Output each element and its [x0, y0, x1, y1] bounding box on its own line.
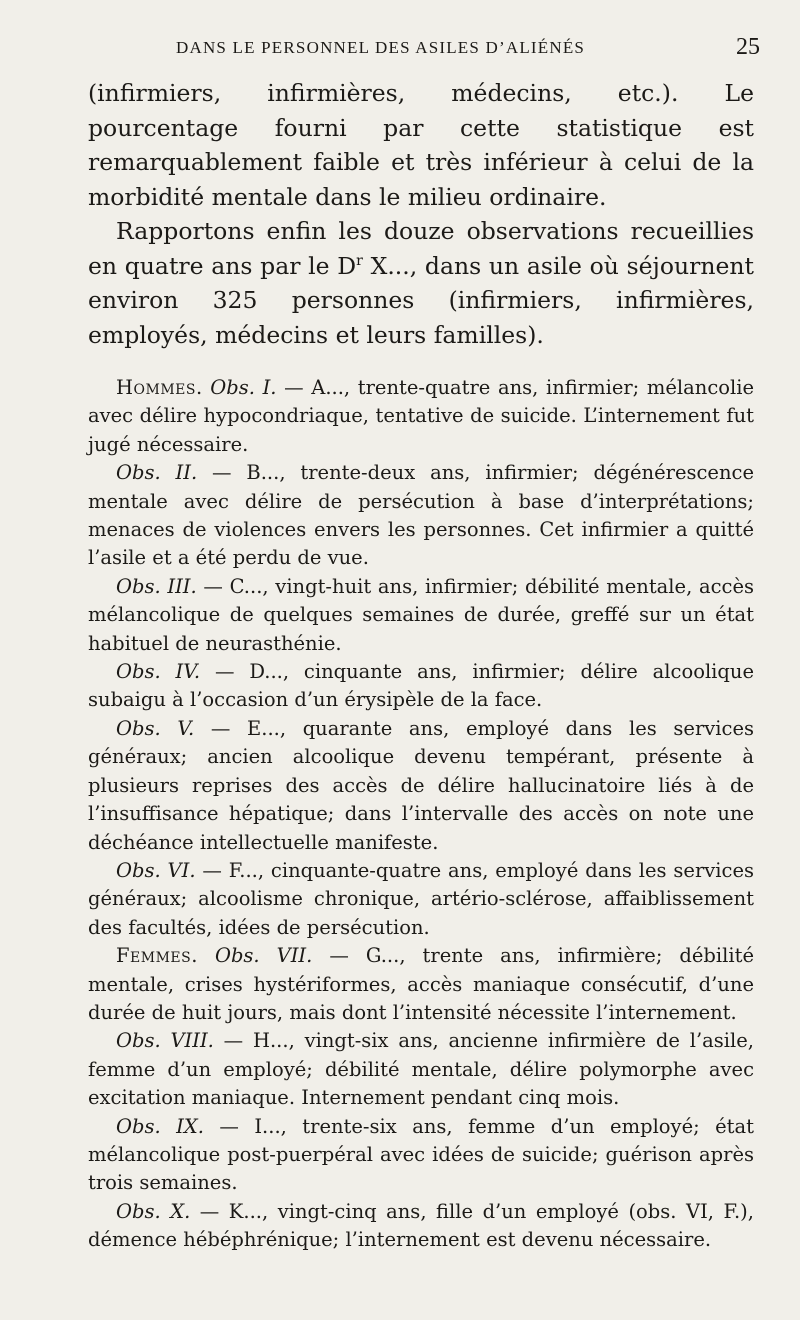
body-text [88, 76, 754, 1255]
observation-5 [88, 715, 754, 857]
observation-label: Obs. IV. [116, 660, 201, 684]
observation-3 [88, 573, 754, 658]
intro-paragraph-2 [88, 214, 754, 352]
intro-section [88, 76, 754, 352]
observation-10 [88, 1198, 754, 1255]
page-header [90, 34, 760, 64]
observation-label: Obs. X. [116, 1199, 191, 1223]
observation-text: — K..., vingt-cinq ans, fille d’un employé (obs. VI, F.), démence hébéphrénique; l’internement est devenu nécessaire. [88, 1199, 754, 1252]
observation-text: — D..., cinquante ans, infirmier; délire alcoolique subaigu à l’occasion d’un érysipèle de la face. [88, 660, 754, 712]
observation-text: — C..., vingt-huit ans, infirmier; débilité mentale, accès mélancolique de quelques semaines de durée, greffé sur un état habituel de neurasthénie. [88, 574, 754, 655]
observation-1 [88, 374, 754, 459]
observation-text: — E..., quarante ans, employé dans les services généraux; ancien alcoolique devenu tempérant, présente à plusieurs reprises des accès de délire hallucinatoire liés à de l’insuffisance hépatique; dans l’intervalle des accès on note une déchéance intellectuelle manifeste. [88, 716, 754, 854]
group-heading-men: Hommes. [116, 376, 203, 399]
observation-text: — A..., trente-quatre ans, infirmier; mélancolie avec délire hypocondriaque, tentative de suicide. L’internement fut jugé nécessaire. [88, 376, 754, 456]
observation-label: Obs. VII. [214, 944, 313, 968]
group-heading-women: Femmes. [116, 944, 198, 968]
observation-label: Obs. III. [116, 574, 197, 598]
observation-text: — B..., trente-deux ans, infirmier; dégénérescence mentale avec délire de persécution à base d’interprétations; menaces de violences envers les personnes. Cet infirmier a quitté l’asile et a été perdu de vue. [88, 461, 754, 570]
intro-paragraph-2-start: Rapportons enfin les douze observations recueillies en quatre ans par le D [88, 217, 754, 280]
observation-9 [88, 1113, 754, 1198]
observation-text: — G..., trente ans, infirmière; débilité mentale, crises hystériformes, accès maniaque consécutif, d’une durée de huit jours, mais dont l’intensité nécessite l’internement. [88, 944, 754, 1024]
observation-text: — H..., vingt-six ans, ancienne infirmière de l’asile, femme d’un employé; débilité mentale, délire polymorphe avec excitation maniaque. Internement pendant cinq mois. [88, 1029, 754, 1110]
observation-label: Obs. V. [116, 716, 195, 740]
observation-label: Obs. VI. [116, 858, 196, 882]
observation-2 [88, 459, 754, 573]
intro-paragraph-2-end: X..., dans un asile où séjournent environ 325 personnes (infirmiers, infirmières, employés, médecins et leurs familles). [88, 251, 754, 349]
observation-label: Obs. I. [210, 376, 277, 399]
observation-text: — F..., cinquante-quatre ans, employé dans les services généraux; alcoolisme chronique, artério-sclérose, affaiblissement des facultés, idées de persécution. [88, 858, 754, 939]
observation-text: — I..., trente-six ans, femme d’un employé; état mélancolique post-puerpéral avec idées de suicide; guérison après trois semaines. [88, 1114, 754, 1195]
observation-8 [88, 1027, 754, 1112]
observation-label: Obs. VIII. [116, 1029, 214, 1053]
observation-label: Obs. II. [116, 461, 198, 485]
running-title: DANS LE PERSONNEL DES ASILES D’ALIÉNÉS [176, 38, 586, 57]
observation-6 [88, 857, 754, 942]
observation-label: Obs. IX. [116, 1114, 204, 1138]
observation-4 [88, 658, 754, 715]
doctor-superscript: r [356, 252, 363, 269]
observations-list [88, 374, 754, 1255]
page-number: 25 [736, 34, 760, 60]
intro-paragraph-1: (infirmiers, infirmières, médecins, etc.). Le pourcentage fourni par cette statistique est remarquablement faible et très inférieur à celui de la morbidité mentale dans le milieu ordinaire. [88, 79, 754, 211]
observation-7 [88, 942, 754, 1027]
